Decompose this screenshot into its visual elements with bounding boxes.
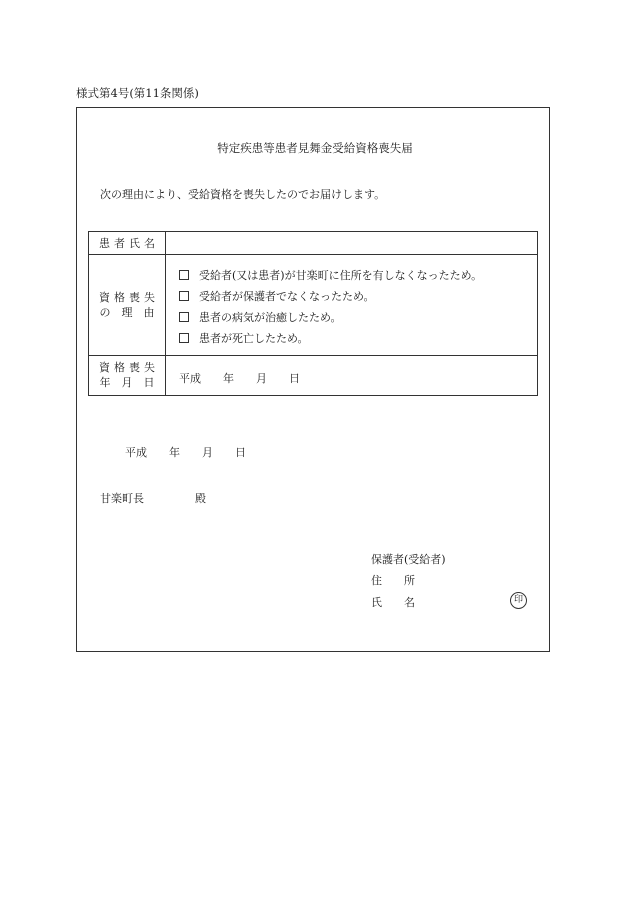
date-label bbox=[89, 360, 165, 390]
checkbox[interactable] bbox=[179, 312, 189, 322]
form-number: 様式第4号(第11条関係) bbox=[76, 86, 199, 100]
date-label-line2: 年 月 日 bbox=[99, 376, 155, 389]
reason-label bbox=[89, 290, 165, 320]
reason-option-3[interactable] bbox=[179, 309, 342, 325]
checkbox[interactable] bbox=[179, 270, 189, 280]
patient-name-label bbox=[89, 236, 165, 251]
reason-text: 患者が死亡したため。 bbox=[199, 332, 309, 345]
reason-text: 患者の病気が治癒したため。 bbox=[199, 311, 342, 324]
seal-icon: 印 bbox=[510, 592, 527, 609]
patient-name-field[interactable] bbox=[166, 232, 536, 254]
reason-option-2[interactable] bbox=[179, 288, 375, 304]
form-title: 特定疾患等患者見舞金受給資格喪失届 bbox=[217, 141, 413, 155]
checkbox[interactable] bbox=[179, 333, 189, 343]
applicant-name-label: 氏 名 bbox=[371, 596, 415, 609]
reason-label-line2: の 理 由 bbox=[99, 306, 155, 319]
reason-option-1[interactable] bbox=[179, 267, 482, 283]
checkbox[interactable] bbox=[179, 291, 189, 301]
reason-option-4[interactable] bbox=[179, 330, 309, 346]
address-label: 住 所 bbox=[371, 574, 415, 587]
submit-date[interactable]: 平成 年 月 日 bbox=[125, 446, 246, 459]
loss-date-field[interactable]: 平成 年 月 日 bbox=[179, 372, 300, 385]
recipient: 甘楽町長 bbox=[100, 492, 144, 505]
table-divider bbox=[165, 232, 166, 395]
name-label-chars: 患 者 氏 名 bbox=[99, 237, 155, 250]
reason-text: 受給者が保護者でなくなったため。 bbox=[199, 290, 375, 303]
date-label-l1: 資 格 喪 失 bbox=[99, 361, 155, 374]
info-table bbox=[88, 231, 538, 396]
table-row-divider bbox=[89, 254, 537, 255]
honorific: 殿 bbox=[195, 492, 206, 505]
reason-label-l1: 資 格 喪 失 bbox=[99, 291, 155, 304]
applicant-heading: 保護者(受給者) bbox=[371, 553, 446, 566]
table-row-divider bbox=[89, 355, 537, 356]
intro-text: 次の理由により、受給資格を喪失したのでお届けします。 bbox=[100, 188, 386, 201]
reason-text: 受給者(又は患者)が甘楽町に住所を有しなくなったため。 bbox=[199, 269, 483, 282]
